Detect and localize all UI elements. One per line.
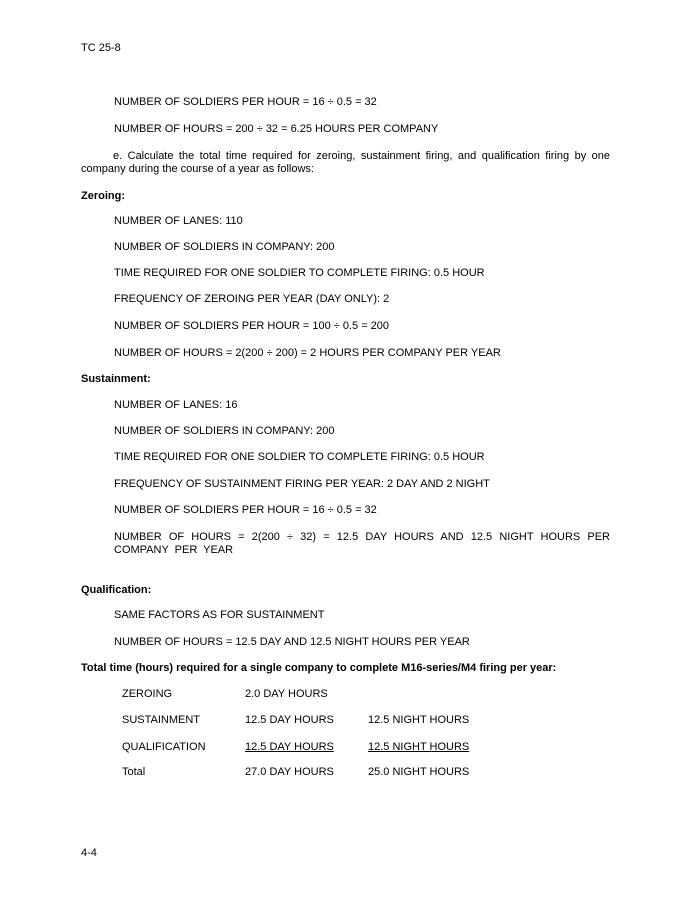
paragraph-e: e. Calculate the total time required for zeroing, sustainment firing, and qualification firing by one company during the course of a year as follows: [81, 150, 610, 175]
qualification-line: SAME FACTORS AS FOR SUSTAINMENT [114, 609, 325, 621]
total-row-label: QUALIFICATION [122, 741, 206, 753]
document-id: TC 25-8 [81, 42, 121, 54]
page-number: 4-4 [81, 847, 97, 859]
zeroing-heading: Zeroing: [81, 190, 125, 202]
total-row-label: ZEROING [122, 688, 173, 700]
total-row-day: 12.5 DAY HOURS [245, 714, 334, 726]
sustainment-heading: Sustainment: [81, 373, 151, 385]
total-row-label: Total [122, 766, 146, 778]
soldiers-per-hour-line: NUMBER OF SOLDIERS PER HOUR = 16 ÷ 0.5 = 32 [114, 96, 377, 108]
qualification-line: NUMBER OF HOURS = 12.5 DAY AND 12.5 NIGHT HOURS PER YEAR [114, 636, 470, 648]
sustainment-hours-line: NUMBER OF HOURS = 2(200 ÷ 32) = 12.5 DAY HOURS AND 12.5 NIGHT HOURS PER COMPANY PER YEAR [114, 531, 610, 556]
sustainment-line: NUMBER OF SOLDIERS IN COMPANY: 200 [114, 425, 335, 437]
total-row-night: 25.0 NIGHT HOURS [368, 766, 470, 778]
total-row-day: 12.5 DAY HOURS [245, 741, 334, 753]
zeroing-line: NUMBER OF HOURS = 2(200 ÷ 200) = 2 HOURS PER COMPANY PER YEAR [114, 347, 501, 359]
sustainment-line: NUMBER OF LANES: 16 [114, 399, 238, 411]
hours-per-company-line: NUMBER OF HOURS = 200 ÷ 32 = 6.25 HOURS PER COMPANY [114, 123, 439, 135]
zeroing-line: TIME REQUIRED FOR ONE SOLDIER TO COMPLETE FIRING: 0.5 HOUR [114, 267, 485, 279]
total-heading: Total time (hours) required for a single company to complete M16-series/M4 firing per year: [81, 662, 557, 674]
total-row-day: 2.0 DAY HOURS [245, 688, 328, 700]
qualification-heading: Qualification: [81, 584, 152, 596]
total-row-label: SUSTAINMENT [122, 714, 201, 726]
total-row-night: 12.5 NIGHT HOURS [368, 741, 470, 753]
zeroing-line: NUMBER OF LANES: 110 [114, 215, 243, 227]
zeroing-line: NUMBER OF SOLDIERS PER HOUR = 100 ÷ 0.5 = 200 [114, 320, 390, 332]
total-row-night: 12.5 NIGHT HOURS [368, 714, 470, 726]
sustainment-line: NUMBER OF SOLDIERS PER HOUR = 16 ÷ 0.5 = 32 [114, 504, 377, 516]
zeroing-line: FREQUENCY OF ZEROING PER YEAR (DAY ONLY): 2 [114, 293, 390, 305]
sustainment-line: FREQUENCY OF SUSTAINMENT FIRING PER YEAR: 2 DAY AND 2 NIGHT [114, 478, 490, 490]
zeroing-line: NUMBER OF SOLDIERS IN COMPANY: 200 [114, 241, 335, 253]
total-row-day: 27.0 DAY HOURS [245, 766, 334, 778]
sustainment-line: TIME REQUIRED FOR ONE SOLDIER TO COMPLETE FIRING: 0.5 HOUR [114, 451, 485, 463]
